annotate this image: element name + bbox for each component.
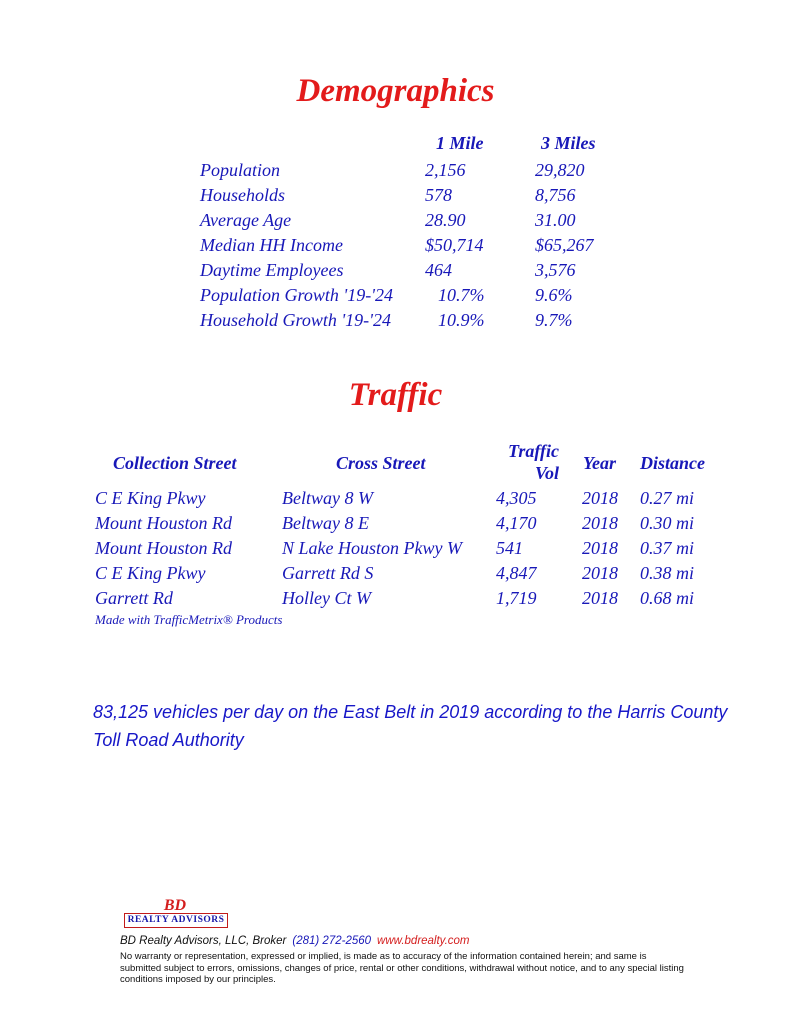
row-value-1-mile: 464 [425, 260, 452, 280]
row-value-3-miles: $65,267 [535, 235, 594, 255]
broker-name: BD Realty Advisors, LLC, Broker [120, 935, 287, 947]
row-label: Daytime Employees [200, 260, 344, 280]
header-3-miles: 3 Miles [541, 133, 596, 153]
traffic-note: 83,125 vehicles per day on the East Belt in 2019 according to the Harris County Toll Road Authority [93, 702, 728, 750]
row-value-1-mile: 10.7% [438, 285, 485, 305]
broker-website[interactable]: www.bdrealty.com [377, 935, 470, 947]
distance-cell: 0.27 mi [640, 488, 694, 508]
logo-realty-advisors-text: REALTY ADVISORS [124, 913, 228, 928]
row-value-1-mile: 10.9% [438, 310, 485, 330]
traffic-row [0, 588, 791, 613]
header-collection-street: Collection Street [113, 453, 237, 473]
header-cross-street: Cross Street [336, 453, 426, 473]
traffic-vol-cell: 4,847 [496, 563, 537, 583]
cross-street-cell: Beltway 8 W [282, 488, 373, 508]
distance-cell: 0.30 mi [640, 513, 694, 533]
cross-street-cell: N Lake Houston Pkwy W [282, 538, 462, 558]
collection-street-cell: Garrett Rd [95, 588, 173, 608]
row-label: Average Age [200, 210, 292, 230]
traffic-vol-cell: 4,305 [496, 488, 537, 508]
broker-line [120, 935, 470, 947]
distance-cell: 0.37 mi [640, 538, 694, 558]
traffic-vol-cell: 541 [496, 538, 523, 558]
distance-cell: 0.68 mi [640, 588, 694, 608]
row-value-3-miles: 9.7% [535, 310, 573, 330]
row-value-3-miles: 8,756 [535, 185, 576, 205]
bd-realty-logo [120, 898, 230, 930]
row-value-3-miles: 3,576 [535, 260, 576, 280]
logo-bd-text: BD [163, 897, 187, 914]
row-label: Population [200, 160, 280, 180]
row-value-1-mile: $50,714 [425, 235, 484, 255]
year-cell: 2018 [582, 588, 618, 608]
disclaimer: No warranty or representation, expressed or implied, is made as to accuracy of the information contained herein; and same is submitted subject to errors, omissions, changes of price, rental or other conditions, withdrawal without notice, and to any special listing conditions imposed by our principles. [120, 951, 684, 985]
traffic-row [0, 538, 791, 563]
demographics-title: Demographics [296, 73, 495, 109]
traffic-row [0, 563, 791, 588]
traffic-title: Traffic [348, 377, 443, 413]
traffic-vol-cell: 1,719 [496, 588, 537, 608]
collection-street-cell: Mount Houston Rd [95, 538, 232, 558]
traffic-vol-cell: 4,170 [496, 513, 537, 533]
year-cell: 2018 [582, 513, 618, 533]
row-value-3-miles: 29,820 [535, 160, 585, 180]
cross-street-cell: Holley Ct W [282, 588, 371, 608]
traffic-credit: Made with TrafficMetrix® Products [95, 612, 283, 627]
traffic-row [0, 513, 791, 538]
row-value-1-mile: 2,156 [425, 160, 466, 180]
row-label: Households [200, 185, 285, 205]
row-label: Household Growth '19-'24 [200, 310, 392, 330]
header-traffic-vol-line2: Vol [535, 463, 560, 483]
row-value-1-mile: 28.90 [425, 210, 466, 230]
distance-cell: 0.38 mi [640, 563, 694, 583]
header-year: Year [583, 453, 616, 473]
collection-street-cell: C E King Pkwy [95, 488, 206, 508]
cross-street-cell: Beltway 8 E [282, 513, 369, 533]
row-label: Median HH Income [200, 235, 343, 255]
header-1-mile: 1 Mile [436, 133, 484, 153]
row-label: Population Growth '19-'24 [200, 285, 394, 305]
collection-street-cell: C E King Pkwy [95, 563, 206, 583]
header-distance: Distance [640, 453, 705, 473]
broker-phone: (281) 272-2560 [292, 935, 372, 947]
year-cell: 2018 [582, 563, 618, 583]
traffic-row [0, 488, 791, 513]
collection-street-cell: Mount Houston Rd [95, 513, 232, 533]
row-value-1-mile: 578 [425, 185, 452, 205]
cross-street-cell: Garrett Rd S [282, 563, 374, 583]
year-cell: 2018 [582, 538, 618, 558]
row-value-3-miles: 31.00 [535, 210, 576, 230]
row-value-3-miles: 9.6% [535, 285, 573, 305]
year-cell: 2018 [582, 488, 618, 508]
header-traffic-vol-line1: Traffic [508, 441, 559, 461]
